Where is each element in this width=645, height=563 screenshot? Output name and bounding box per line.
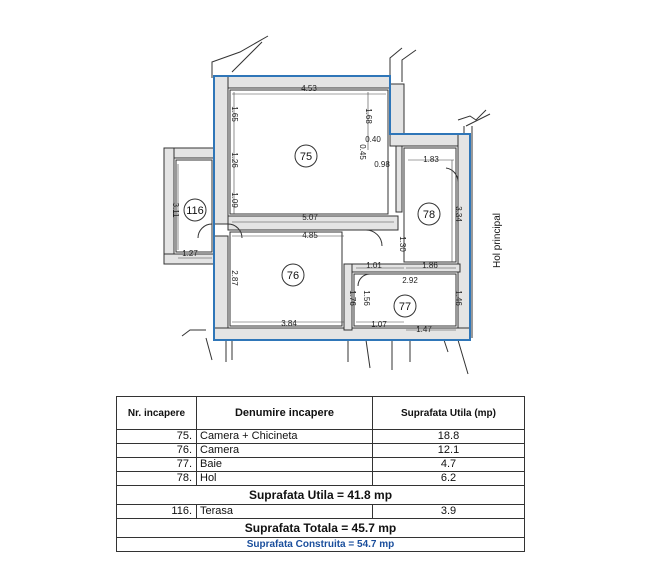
dimension-label: 1.76 (348, 290, 357, 306)
cell-name: Hol (197, 472, 373, 486)
header-nr: Nr. incapere (117, 397, 197, 430)
room-number: 116 (186, 205, 204, 217)
cell-name: Baie (197, 458, 373, 472)
dimension-label: 3.11 (171, 202, 180, 218)
room-number: 78 (422, 209, 436, 221)
header-area: Suprafata Utila (mp) (373, 397, 525, 430)
total-area: Suprafata Totala = 45.7 mp (117, 519, 525, 538)
dimension-label: 3.34 (454, 206, 463, 222)
cell-area: 4.7 (373, 458, 525, 472)
cell-nr: 75. (117, 430, 197, 444)
table-row (117, 472, 525, 486)
built-area: Suprafata Construita = 54.7 mp (117, 538, 525, 552)
dimension-label: 0.40 (365, 135, 381, 144)
dimension-label: 3.84 (281, 319, 297, 328)
room-table (116, 396, 525, 552)
header-name: Denumire incapere (197, 397, 373, 430)
dimension-label: 0.45 (358, 144, 367, 160)
dimension-label: 1.56 (362, 290, 371, 306)
dimension-label: 1.26 (230, 152, 239, 168)
cell-area: 18.8 (373, 430, 525, 444)
room-number: 76 (286, 270, 300, 282)
cell-area: 12.1 (373, 444, 525, 458)
dimension-label: 1.83 (423, 155, 439, 164)
dimension-label: 1.30 (398, 236, 407, 252)
dimension-label: 4.85 (302, 231, 318, 240)
table-summary-row (117, 486, 525, 505)
cell-name: Camera (197, 444, 373, 458)
cell-nr: 76. (117, 444, 197, 458)
total-util: Suprafata Utila = 41.8 mp (117, 486, 525, 505)
table-row (117, 430, 525, 444)
cell-nr: 78. (117, 472, 197, 486)
dimension-label: 1.65 (230, 106, 239, 122)
dimension-label: 1.27 (182, 249, 198, 258)
cell-nr: 116. (117, 505, 197, 519)
table-row (117, 505, 525, 519)
cell-nr: 77. (117, 458, 197, 472)
cell-area: 6.2 (373, 472, 525, 486)
dimension-label: 1.68 (364, 108, 373, 124)
dimension-label: 1.47 (416, 325, 432, 334)
room-number: 77 (398, 301, 412, 313)
dimension-label: 1.09 (230, 192, 239, 208)
cell-area: 3.9 (373, 505, 525, 519)
side-label: Hol principal (492, 212, 503, 268)
dimension-label: 1.01 (366, 261, 382, 270)
table-row (117, 458, 525, 472)
dimension-label: 2.92 (402, 276, 418, 285)
dimension-label: 1.86 (422, 261, 438, 270)
dimension-label: 0.98 (374, 160, 390, 169)
dimension-label: 5.07 (302, 213, 318, 222)
dimension-label: 4.53 (301, 84, 317, 93)
table-header (117, 397, 525, 430)
table-summary-row (117, 519, 525, 538)
cell-name: Terasa (197, 505, 373, 519)
dimension-label: 1.46 (454, 290, 463, 306)
room-number: 75 (299, 151, 313, 163)
dimension-label: 1.07 (371, 320, 387, 329)
table-row (117, 444, 525, 458)
dimension-label: 2.87 (230, 270, 239, 286)
table-summary-row (117, 538, 525, 552)
cell-name: Camera + Chicineta (197, 430, 373, 444)
